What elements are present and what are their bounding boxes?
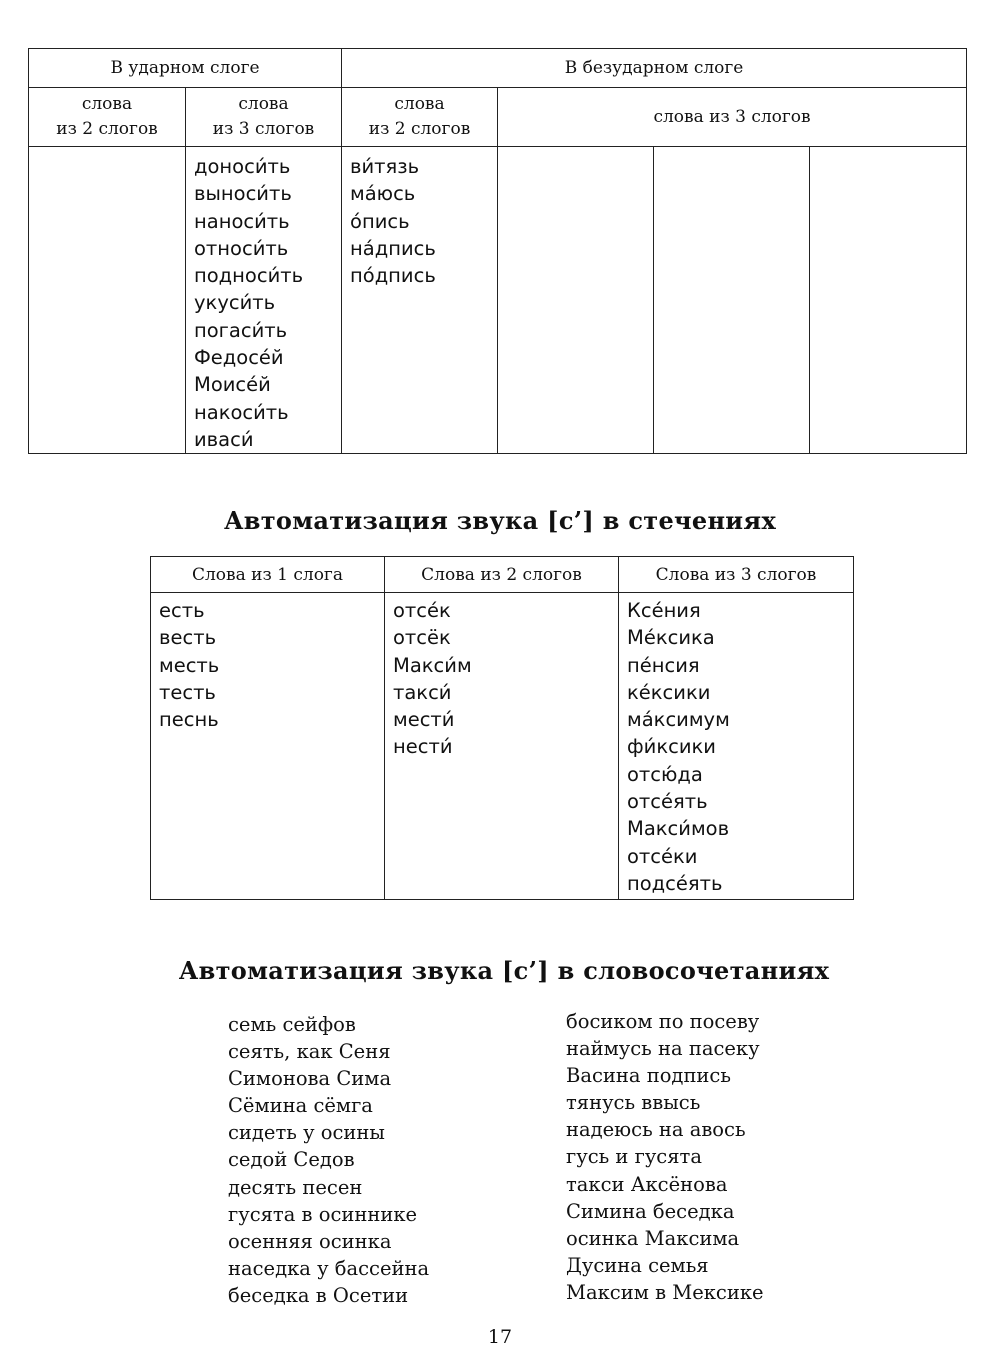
syllable-stress-table — [28, 48, 967, 454]
list-item: наймусь на пасеку — [566, 1037, 760, 1061]
word-list — [151, 593, 384, 733]
list-item: на́дпись — [350, 236, 436, 260]
list-item: ма́юсь — [350, 182, 416, 206]
list-item: десять песен — [228, 1175, 363, 1199]
cell-unstressed-3-syllables-a — [498, 147, 654, 454]
list-item: Сёмина сёмга — [228, 1094, 373, 1118]
list-item: отсёк — [393, 626, 451, 650]
list-item: отсю́да — [627, 762, 703, 786]
list-item: Васина подпись — [566, 1064, 731, 1088]
list-item: относи́ть — [194, 236, 289, 260]
word-list — [342, 147, 497, 289]
page-number: 17 — [487, 1326, 513, 1348]
section-title-clusters: Автоматизация звука [с’] в стечениях — [223, 506, 777, 535]
clusters-table — [150, 556, 854, 900]
header-stressed-3-syllables: слова из 3 слогов — [186, 88, 342, 147]
list-item: подсе́ять — [627, 871, 723, 895]
list-item: накоси́ть — [194, 400, 289, 424]
list-item: погаси́ть — [194, 318, 288, 342]
list-item: отсе́ять — [627, 790, 708, 814]
list-item: Моисе́й — [194, 373, 271, 397]
list-item: Макси́мов — [627, 817, 730, 841]
header-stressed-syllable: В ударном слоге — [29, 49, 342, 88]
list-item: Симина беседка — [566, 1199, 735, 1223]
list-item: ви́тязь — [350, 155, 420, 178]
list-item: Макси́м — [393, 653, 472, 677]
list-item: осенняя осинка — [228, 1229, 392, 1253]
list-item: гусь и гусята — [566, 1145, 702, 1169]
list-item: подноси́ть — [194, 264, 304, 288]
list-item: отсе́к — [393, 599, 451, 622]
list-item: доноси́ть — [194, 155, 291, 178]
list-item: Федосе́й — [194, 346, 284, 370]
header-unstressed-2-syllables: слова из 2 слогов — [342, 88, 498, 147]
list-item: по́дпись — [350, 264, 436, 288]
cell-2-syllables — [385, 593, 619, 900]
list-item: такси́ — [393, 680, 452, 704]
cell-unstressed-3-syllables-b — [654, 147, 810, 454]
list-item: босиком по посеву — [566, 1010, 760, 1033]
phrase-list-left — [228, 1011, 429, 1309]
list-item: иваси́ — [194, 427, 254, 451]
word-list — [619, 593, 853, 897]
list-item: Симонова Сима — [228, 1067, 392, 1091]
list-item: есть — [159, 599, 205, 622]
header-3-syllables: Слова из 3 слогов — [619, 557, 854, 593]
list-item: семь сейфов — [228, 1013, 356, 1036]
list-item: сидеть у осины — [228, 1121, 385, 1145]
list-item: укуси́ть — [194, 291, 276, 315]
cell-3-syllables — [619, 593, 854, 900]
phrase-list-right — [566, 1008, 764, 1306]
word-list — [186, 147, 341, 453]
list-item: мести́ — [393, 708, 455, 732]
header-1-syllable: Слова из 1 слога — [151, 557, 385, 593]
list-item: такси Аксёнова — [566, 1172, 728, 1196]
list-item: сеять, как Сеня — [228, 1040, 391, 1064]
list-item: Дусина семья — [566, 1253, 709, 1277]
list-item: ке́ксики — [627, 680, 711, 704]
list-item: Ме́ксика — [627, 626, 715, 650]
list-item: фи́ксики — [627, 735, 716, 759]
word-list — [385, 593, 618, 761]
list-item: месть — [159, 653, 220, 677]
list-item: пе́нсия — [627, 653, 700, 677]
list-item: о́пись — [350, 209, 410, 233]
list-item: наседка у бассейна — [228, 1256, 430, 1280]
list-item: осинка Максима — [566, 1226, 740, 1250]
header-unstressed-syllable: В безударном слоге — [342, 49, 967, 88]
cell-stressed-3-syllables — [186, 147, 342, 454]
list-item: весть — [159, 626, 217, 650]
list-item: беседка в Осетии — [228, 1283, 409, 1307]
list-item: гусята в осиннике — [228, 1202, 418, 1226]
list-item: тесть — [159, 680, 216, 704]
list-item: Максим в Мексике — [566, 1280, 764, 1304]
list-item: наноси́ть — [194, 209, 290, 233]
list-item: тянусь ввысь — [566, 1091, 701, 1115]
cell-1-syllable — [151, 593, 385, 900]
list-item: ма́ксимум — [627, 708, 730, 732]
list-item: выноси́ть — [194, 182, 292, 206]
cell-unstressed-2-syllables — [342, 147, 498, 454]
header-2-syllables: Слова из 2 слогов — [385, 557, 619, 593]
section-title-phrases: Автоматизация звука [с’] в словосочетаниях — [178, 956, 830, 985]
list-item: песнь — [159, 708, 219, 732]
list-item: нести́ — [393, 735, 453, 759]
header-unstressed-3-syllables: слова из 3 слогов — [498, 88, 967, 147]
list-item: Ксе́ния — [627, 599, 701, 622]
list-item: надеюсь на авось — [566, 1118, 746, 1142]
cell-stressed-2-syllables — [29, 147, 186, 454]
list-item: отсе́ки — [627, 844, 698, 868]
cell-unstressed-3-syllables-c — [810, 147, 967, 454]
list-item: седой Седов — [228, 1148, 355, 1172]
header-stressed-2-syllables: слова из 2 слогов — [29, 88, 186, 147]
